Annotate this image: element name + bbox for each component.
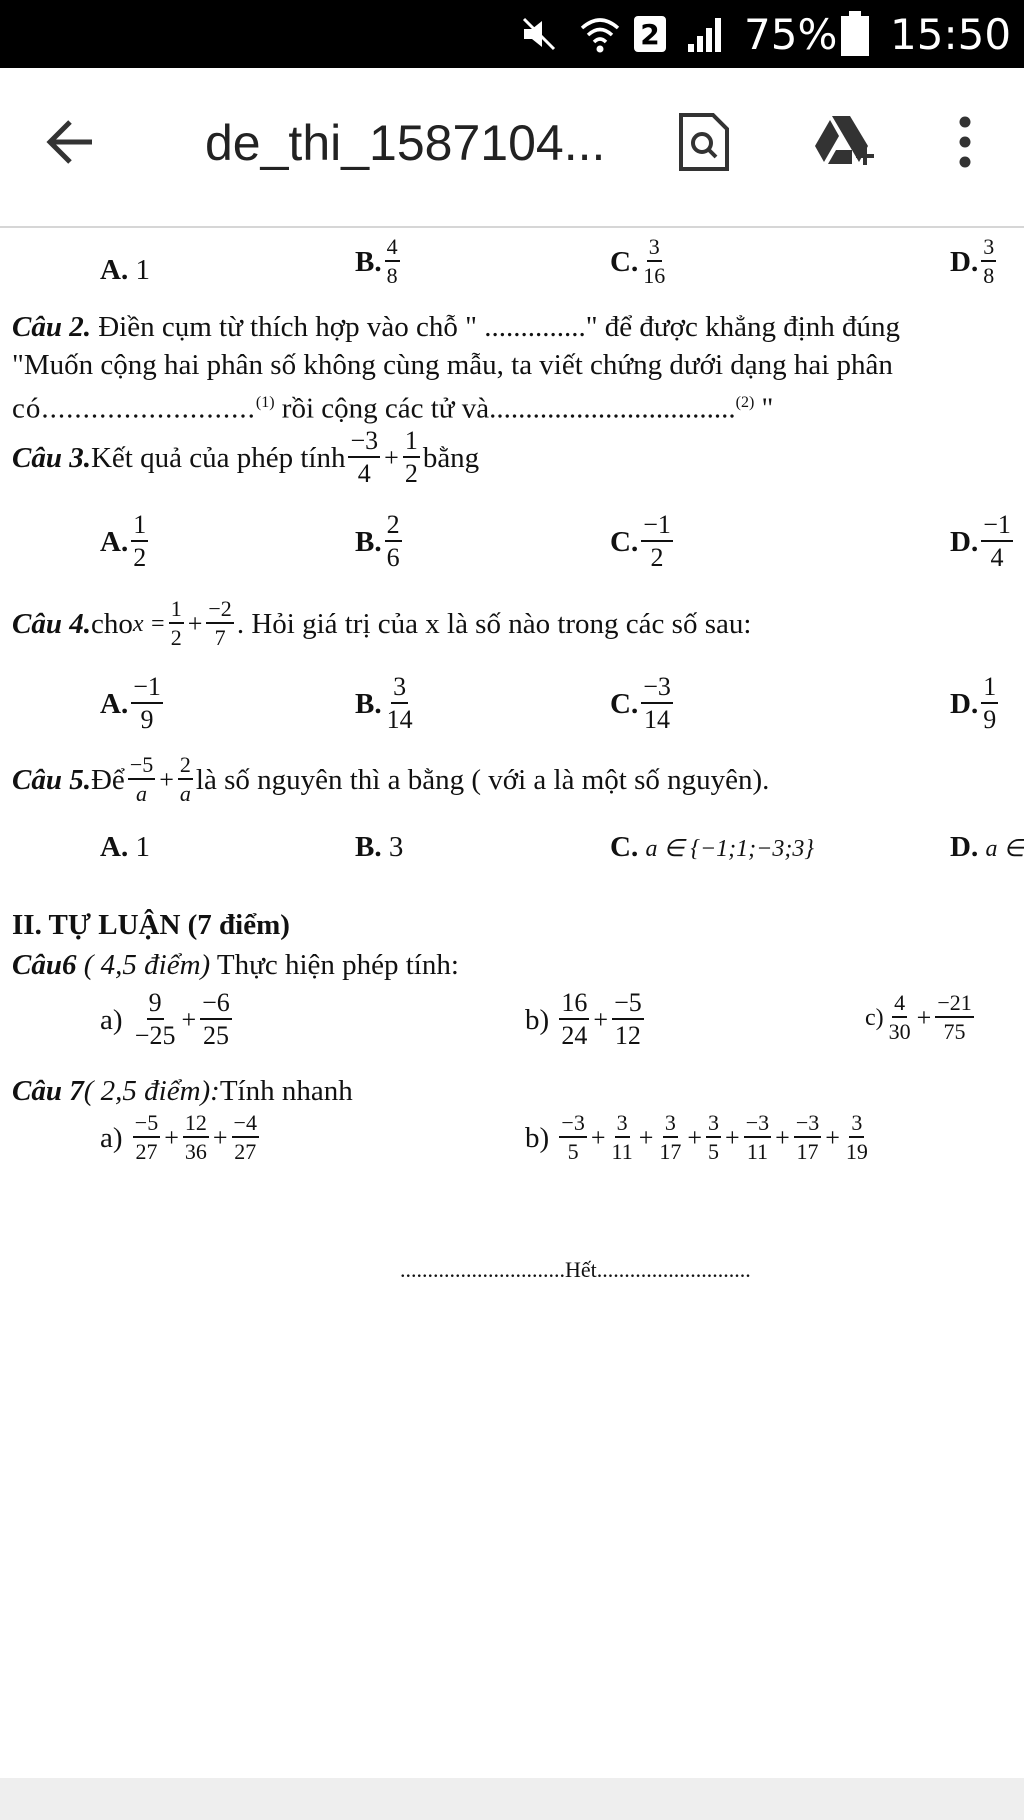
- find-in-document-button[interactable]: [664, 102, 744, 182]
- q5-option-c: C. a ∈ {−1;1;−3;3}: [610, 831, 814, 863]
- q7-part-b: b) $\frac{-3}{5}$ + $\frac{3}{11}$ + $\frac{3}{17}$ + $\frac{3}{5}$ + $\frac{-3}{11}$ + $\frac{-3}{17}$ + $\frac{3}{19}$: [525, 1110, 868, 1164]
- q3-stem: Câu 3. Kết quả của phép tính $\frac{-3}{4}$ + $\frac{1}{2}$ bằng: [12, 426, 480, 488]
- q1-option-b: B. $\frac{4}{8}$: [355, 234, 398, 288]
- mute-icon: [520, 0, 558, 68]
- app-bar: [0, 68, 1024, 228]
- q1-option-a: A. 1: [100, 254, 150, 286]
- q6-part-c: c) $\frac{4}{30}$ + $\frac{-21}{75}$: [865, 990, 972, 1044]
- q1-option-c: C. $\frac{3}{16}$: [610, 234, 666, 288]
- end-marker: ..............................Hết............................: [400, 1257, 751, 1282]
- sim-number: 2: [634, 16, 666, 52]
- add-to-drive-button[interactable]: [800, 102, 890, 182]
- wifi-icon: [578, 0, 622, 68]
- battery-percent: 75%: [744, 9, 838, 59]
- q6-stem: Câu6 ( 4,5 điểm) Thực hiện phép tính:: [12, 949, 459, 981]
- q5-option-d: D. a ∈: [950, 831, 1024, 863]
- signal-icon: [686, 0, 726, 68]
- q5-stem: Câu 5. Để $\frac{-5}{a}$ + $\frac{2}{a}$ là số nguyên thì a bằng ( với a là một số nguyên).: [12, 752, 770, 806]
- q4-option-c: C. $\frac{-3}{14}$: [610, 672, 671, 734]
- sim-icon: [634, 0, 666, 68]
- q5-option-a: A. 1: [100, 831, 150, 863]
- q6-part-b: b) $\frac{16}{24}$ + $\frac{-5}{12}$: [525, 988, 642, 1050]
- q6-part-a: a) $\frac{9}{-25}$ + $\frac{-6}{25}$: [100, 988, 230, 1050]
- q1-option-d: D. $\frac{3}{8}$: [950, 234, 995, 288]
- battery-icon: [840, 0, 870, 68]
- q2-line-1: Câu 2. Điền cụm từ thích hợp vào chỗ " .............." để được khẳng định đúng: [12, 311, 901, 343]
- q2-line-3: có..........................$^{(1)}$ rồi cộng các tử và..................................$^{(2)}$ ": [12, 392, 774, 425]
- q4-stem: Câu 4. cho x = $\frac{1}{2}$ + $\frac{-2}{7}$ . Hỏi giá trị của x là số nào trong các số sau:: [12, 596, 752, 650]
- search-document-icon: [677, 111, 731, 173]
- q3-option-c: C. $\frac{-1}{2}$: [610, 510, 671, 572]
- clock: 15:50: [890, 9, 1012, 59]
- q7-stem: Câu 7( 2,5 điểm):Tính nhanh: [12, 1075, 353, 1107]
- q3-option-a: A. $\frac{1}{2}$: [100, 510, 147, 572]
- section-2-heading: II. TỰ LUẬN (7 điểm): [12, 909, 290, 941]
- q7-part-a: a) $\frac{-5}{27}$ + $\frac{12}{36}$ + $\frac{-4}{27}$: [100, 1110, 257, 1164]
- q5-option-b: B. 3: [355, 831, 404, 863]
- more-options-button[interactable]: [940, 102, 990, 182]
- q3-option-d: D. $\frac{-1}{4}$: [950, 510, 1011, 572]
- q4-option-b: B. $\frac{3}{14}$: [355, 672, 413, 734]
- bottom-strip: [0, 1778, 1024, 1820]
- back-arrow-icon: [42, 114, 98, 170]
- status-bar: [0, 0, 1024, 68]
- document-title: de_thi_1587104...: [205, 115, 606, 171]
- add-to-drive-icon: [812, 114, 878, 170]
- document-page[interactable]: [0, 228, 1024, 1778]
- q4-option-d: D. $\frac{1}{9}$: [950, 672, 997, 734]
- q4-option-a: A. $\frac{-1}{9}$: [100, 672, 161, 734]
- q2-line-2: "Muốn cộng hai phân số không cùng mẫu, ta viết chứng dưới dạng hai phân: [12, 349, 893, 381]
- q3-option-b: B. $\frac{2}{6}$: [355, 510, 400, 572]
- back-button[interactable]: [30, 102, 110, 182]
- more-vert-icon: [957, 116, 973, 168]
